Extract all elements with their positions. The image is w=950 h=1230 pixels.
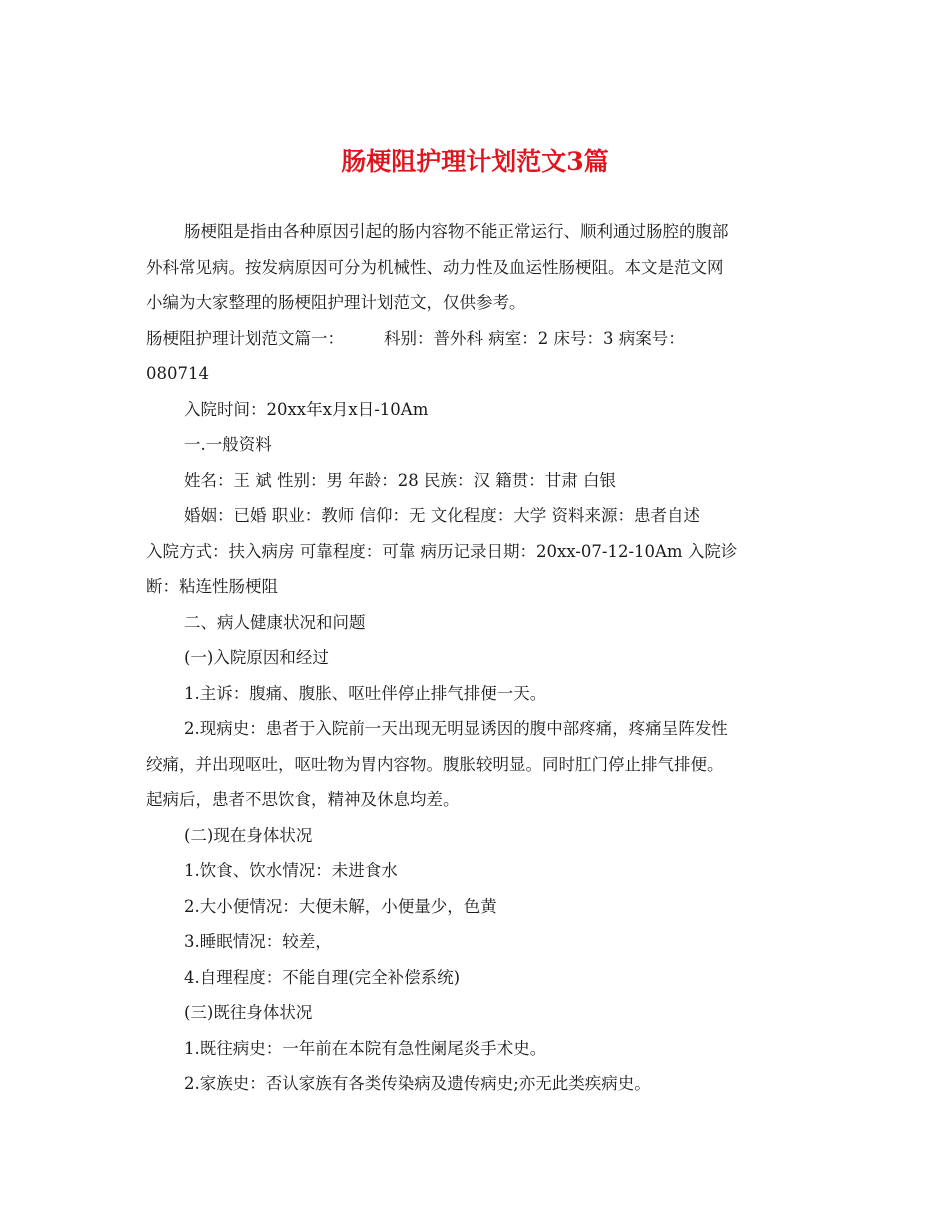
current-item: 3.睡眠情况：较差， (184, 932, 332, 951)
present-illness-line: 2.现病史：患者于入院前一天出现无明显诱因的腹中部疼痛，疼痛呈阵发性 (184, 719, 728, 738)
admission-time: 入院时间：20xx年x月x日-10Am (184, 399, 429, 419)
present-illness-line: 起病后，患者不思饮食，精神及休息均差。 (146, 790, 460, 809)
health-heading: 二、病人健康状况和问题 (184, 612, 366, 632)
intro-line: 外科常见病。按发病原因可分为机械性、动力性及血运性肠梗阻。本文是范文网 (146, 257, 724, 277)
document-title: 肠梗阻护理计划范文3篇 (341, 147, 609, 176)
section-one-meta: 科别：普外科 病室：2 床号：3 病案号： (384, 328, 685, 348)
intro-line: 肠梗阻是指由各种原因引起的肠内容物不能正常运行、顺利通过肠腔的腹部 (184, 222, 729, 241)
patient-info-line: 姓名：王 斌 性别：男 年龄：28 民族：汉 籍贯：甘肃 白银 (184, 470, 616, 490)
chief-complaint: 1.主诉：腹痛、腹胀、呕吐伴停止排气排便一天。 (184, 683, 547, 703)
case-number: 080714 (146, 364, 209, 383)
current-item: 2.大小便情况：大便未解，小便量少，色黄 (184, 896, 497, 916)
sub-heading-1: (一)入院原因和经过 (184, 648, 329, 667)
current-item: 4.自理程度：不能自理(完全补偿系统) (184, 967, 461, 987)
sub-heading-2: (二)现在身体状况 (184, 825, 313, 845)
sub-heading-3: (三)既往身体状况 (184, 1003, 313, 1022)
admission-method-line: 入院方式：扶入病房 可靠程度：可靠 病历记录日期：20xx-07-12-10Am 入院诊 (146, 541, 738, 561)
past-item: 2.家族史：否认家族有各类传染病及遗传病史;亦无此类疾病史。 (184, 1074, 651, 1093)
section-one-heading: 肠梗阻护理计划范文篇一： (146, 328, 344, 348)
current-item: 1.饮食、饮水情况：未进食水 (184, 861, 398, 880)
section-one-line (146, 321, 806, 357)
document-body (146, 214, 806, 1102)
general-info-heading: 一.一般资料 (184, 435, 272, 454)
admission-method-line: 断：粘连性肠梗阻 (146, 577, 278, 596)
present-illness-line: 绞痛，并出现呕吐，呕吐物为胃内容物。腹胀较明显。同时肛门停止排气排便。 (146, 754, 724, 774)
intro-line: 小编为大家整理的肠梗阻护理计划范文，仅供参考。 (146, 293, 526, 312)
marriage-info-line: 婚姻：已婚 职业：教师 信仰：无 文化程度：大学 资料来源：患者自述 (184, 506, 700, 525)
past-item: 1.既往病史：一年前在本院有急性阑尾炎手术史。 (184, 1038, 547, 1058)
